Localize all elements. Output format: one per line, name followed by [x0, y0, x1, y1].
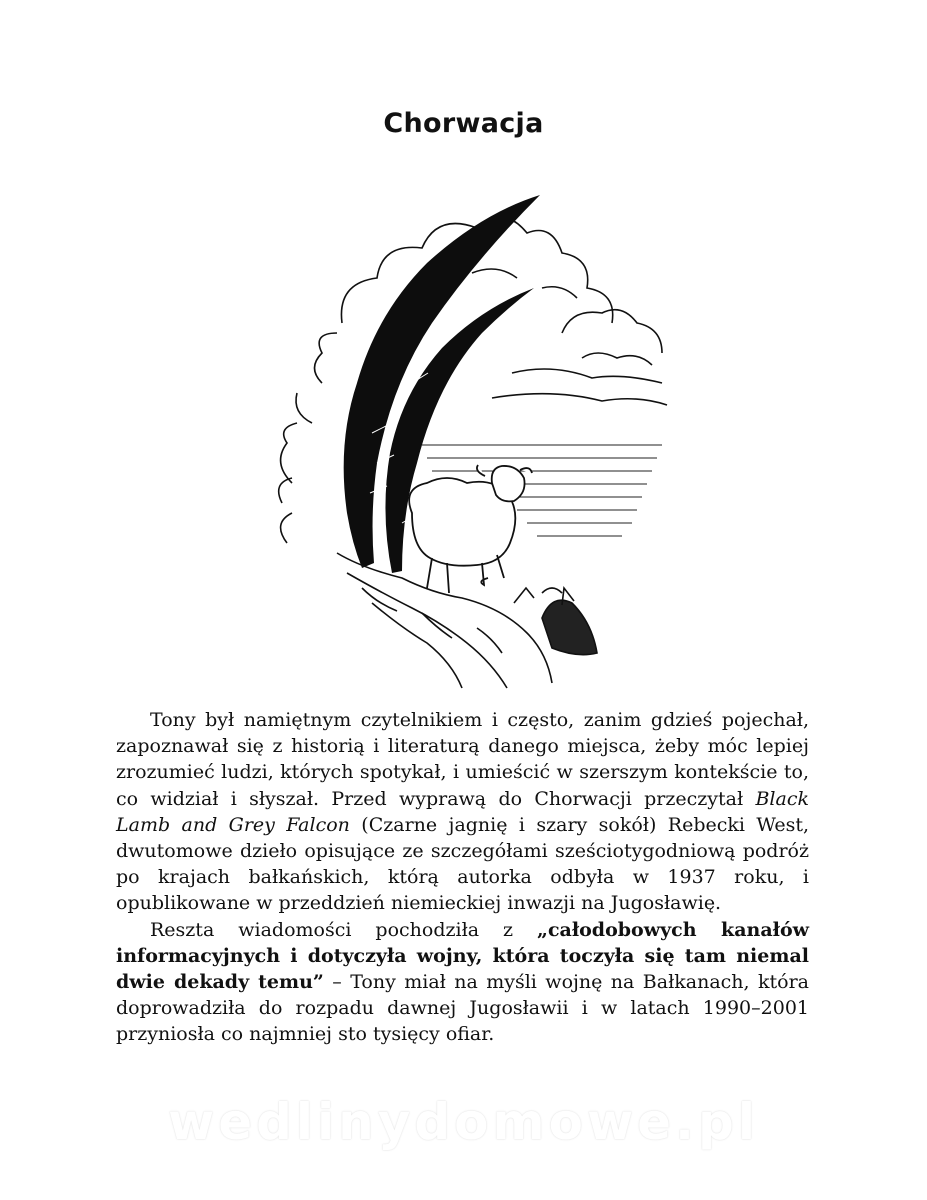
sheep-cypress-illustration	[252, 183, 677, 703]
body-text	[116, 707, 809, 1048]
paragraph-1-text-b: (Czarne jagnię i szary sokół) Rebecki West, dwutomowe dzieło opisujące ze szczegółami sześciotygodniową podróż po krajach bałkańskich, którą autorka odbyła w 1937 roku, i opublikowane w przeddzień niemieckiej inwazji na Jugosławię.	[116, 813, 809, 915]
paragraph-2	[116, 917, 809, 1048]
page-title: Chorwacja	[383, 108, 544, 139]
boat-island	[542, 588, 597, 655]
book-title: Black Lamb and Grey Falcon	[116, 787, 809, 836]
paragraph-2-text-b: – Tony miał na myśli wojnę na Bałkanach, która doprowadziła do rozpadu dawnej Jugosławii i w latach 1990–2001 przyniosła co najmniej sto tysięcy ofiar.	[116, 971, 809, 1046]
paragraph-2-bold-quote: „całodobowych kanałów informacyjnych i dotyczyła wojny, która toczyła się tam niemal dwie dekady temu”	[116, 918, 809, 994]
sheep	[409, 465, 532, 593]
paragraph-1	[116, 707, 809, 917]
watermark: wedlinydomowe.pl	[168, 1093, 759, 1151]
cliff-rocks	[337, 553, 562, 688]
paragraph-2-text-a: Reszta wiadomości pochodziła z	[150, 918, 538, 941]
paragraph-1-text-a: Tony był namiętnym czytelnikiem i często, zanim gdzieś pojechał, zapoznawał się z historią i literaturą danego miejsca, żeby móc lepiej zrozumieć ludzi, których spotykał, i umieścić w szerszym kontekście to, co widział i słyszał. Przed wyprawą do Chorwacji przeczytał	[116, 709, 809, 810]
